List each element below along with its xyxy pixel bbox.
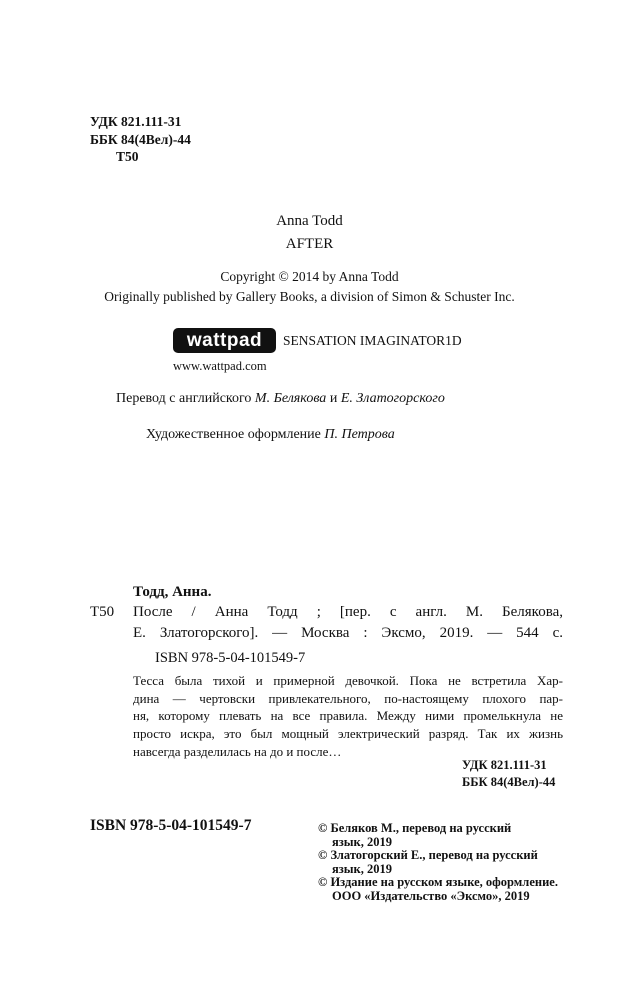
udk-code: УДК 821.111-31	[90, 114, 182, 129]
classification-codes	[90, 113, 191, 166]
designer-name: П. Петрова	[324, 427, 395, 442]
copyright-line: Copyright © 2014 by Anna Todd	[220, 269, 399, 284]
translator-1: М. Белякова	[254, 391, 327, 406]
udk-code-right: УДК 821.111-31	[462, 758, 547, 772]
author-name: Anna Todd	[276, 213, 343, 229]
copyright-translator-2: © Златогорский Е., перевод на русский	[318, 848, 538, 863]
copyright-edition: © Издание на русском языке, оформление.	[318, 875, 558, 890]
translation-prefix: Перевод с английского	[116, 391, 252, 406]
translator-2: Е. Златогорского	[340, 391, 445, 406]
annotation	[133, 672, 563, 760]
wattpad-labels: SENSATION IMAGINATOR1D	[283, 333, 462, 348]
wattpad-logo-text: wattpad	[186, 330, 263, 351]
translation-and: и	[329, 391, 338, 406]
catalog-code: Т50	[90, 604, 115, 620]
annotation-line: Тесса была тихой и примерной девочкой. Пока не встретила Хар-	[133, 673, 563, 688]
annotation-line: просто искра, это был мощный электрический разряд. Так их жизнь	[133, 726, 563, 742]
isbn-bottom: ISBN 978-5-04-101549-7	[90, 817, 252, 834]
catalog-isbn: ISBN 978-5-04-101549-7	[155, 650, 306, 666]
copyright-translator-1-cont: язык, 2019	[332, 834, 392, 849]
translation-credit	[116, 391, 445, 407]
design-prefix: Художественное оформление	[146, 427, 321, 442]
catalog-line-1: После / Анна Тодд ; [пер. с англ. М. Белякова,	[133, 604, 563, 620]
bbk-code: ББК 84(4Вел)-44	[90, 131, 191, 147]
original-title: AFTER	[285, 236, 334, 252]
author-mark: Т50	[116, 149, 139, 164]
copyright-translator-2-cont: язык, 2019	[332, 861, 392, 876]
catalog-line-2: Е. Златогорского]. — Москва : Эксмо, 2019. — 544 с.	[133, 625, 563, 641]
wattpad-url: www.wattpad.com	[173, 359, 267, 373]
annotation-line: ня, которому плевать на все правила. Между ними промелькнула не	[133, 708, 563, 724]
bbk-code-right: ББК 84(4Вел)-44	[462, 774, 556, 789]
publisher-note: Originally published by Gallery Books, a division of Simon & Schuster Inc.	[104, 289, 515, 304]
copyright-publisher: ООО «Издательство «Эксмо», 2019	[332, 888, 530, 903]
copyright-notices	[318, 822, 558, 904]
classification-right	[462, 757, 555, 790]
design-credit	[146, 427, 395, 443]
annotation-line: навсегда разделилась на до и после…	[133, 743, 342, 759]
catalog-heading: Тодд, Анна.	[133, 584, 212, 600]
annotation-line: дина — чертовски привлекательного, по-настоящему плохого пар-	[133, 690, 563, 706]
copyright-translator-1: © Беляков М., перевод на русский	[318, 821, 512, 835]
wattpad-logo	[173, 328, 276, 353]
